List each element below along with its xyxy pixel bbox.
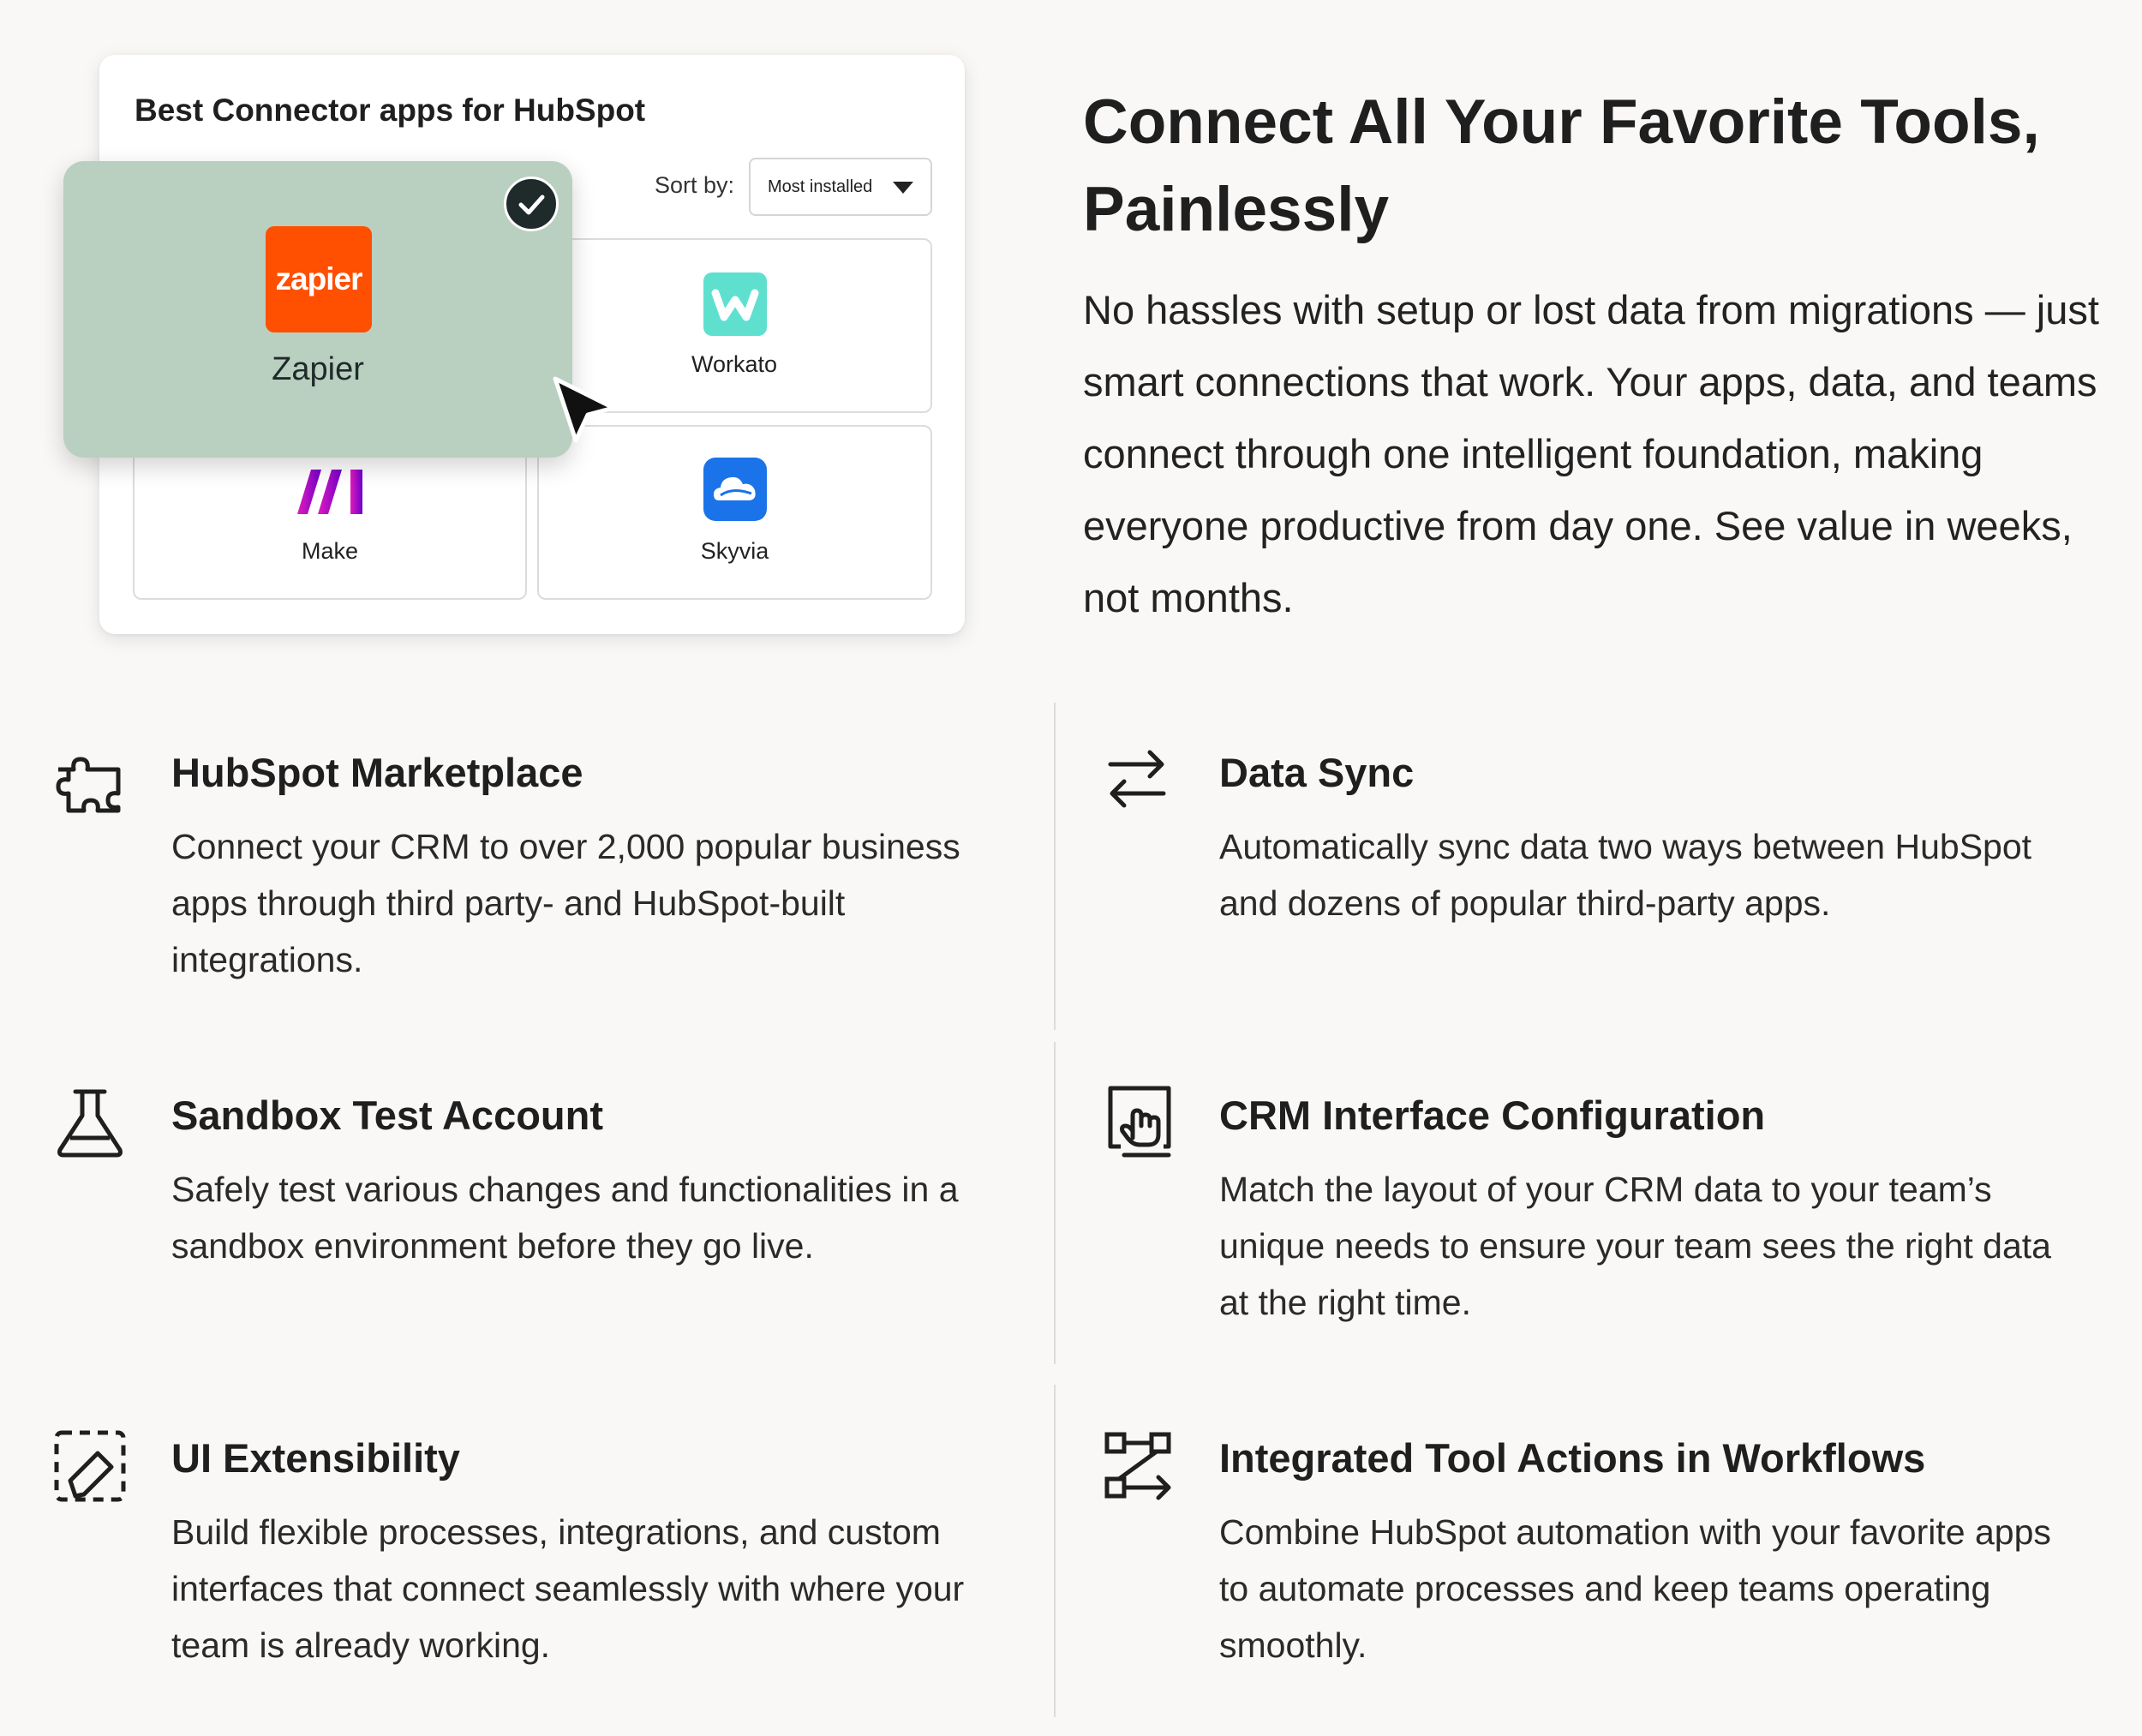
app-tile-skyvia[interactable] [537, 425, 932, 600]
feature-description: Combine HubSpot automation with your favorite apps to automate processes and keep teams operating smoothly. [1219, 1512, 2051, 1665]
feature-description: Safely test various changes and functionalities in a sandbox environment before they go live. [171, 1170, 959, 1266]
feature-description: Match the layout of your CRM data to your team’s unique needs to ensure your team sees the right data at the right time. [1219, 1170, 2051, 1322]
hand-pointer-icon [1102, 1083, 1179, 1160]
feature-title: Integrated Tool Actions in Workflows [1219, 1435, 1926, 1481]
column-divider [1054, 1042, 1056, 1364]
featured-app-name: Zapier [272, 351, 364, 387]
zapier-logo-icon: zapier [266, 226, 372, 332]
mouse-pointer-icon [550, 374, 619, 447]
column-divider [1054, 1385, 1056, 1717]
hero-title: Connect All Your Favorite Tools, Painlessly [1083, 87, 2040, 244]
app-tile-label: Make [301, 538, 359, 564]
feature-title: CRM Interface Configuration [1219, 1092, 1766, 1138]
app-tile-label: Skyvia [700, 538, 769, 564]
feature-title: HubSpot Marketplace [171, 750, 583, 795]
feature-description: Automatically sync data two ways between HubSpot and dozens of popular third-party apps. [1219, 827, 2032, 923]
sync-arrows-icon [1098, 740, 1176, 817]
connector-card-title: Best Connector apps for HubSpot [135, 93, 646, 128]
workato-logo-icon [703, 272, 767, 336]
puzzle-icon [51, 744, 129, 821]
dashed-edit-icon [51, 1428, 129, 1505]
app-tile-label: Workato [691, 351, 778, 377]
check-icon [504, 177, 559, 231]
feature-description: Build flexible processes, integrations, and custom interfaces that connect seamlessly with where your team is already working. [171, 1512, 965, 1665]
featured-app-card-zapier[interactable] [63, 161, 572, 458]
sort-label: Sort by: [655, 172, 735, 198]
sort-dropdown[interactable] [749, 158, 932, 216]
flask-icon [51, 1085, 129, 1162]
make-logo-icon [297, 468, 362, 516]
feature-description: Connect your CRM to over 2,000 popular business apps through third party- and HubSpot-built integrations. [171, 827, 960, 979]
feature-title: Sandbox Test Account [171, 1092, 603, 1138]
chevron-down-icon [893, 182, 913, 194]
feature-title: Data Sync [1219, 750, 1415, 795]
feature-title: UI Extensibility [171, 1435, 460, 1481]
skyvia-logo-icon [703, 458, 767, 521]
hero-description: No hassles with setup or lost data from migrations — just smart connections that work. Your apps, data, and teams connect through one intelligent foundation, making everyone productive from day one. See value in weeks, not months. [1083, 287, 2099, 620]
workflow-icon [1100, 1428, 1177, 1505]
column-divider [1054, 703, 1056, 1030]
sort-dropdown-value: Most installed [768, 177, 873, 196]
